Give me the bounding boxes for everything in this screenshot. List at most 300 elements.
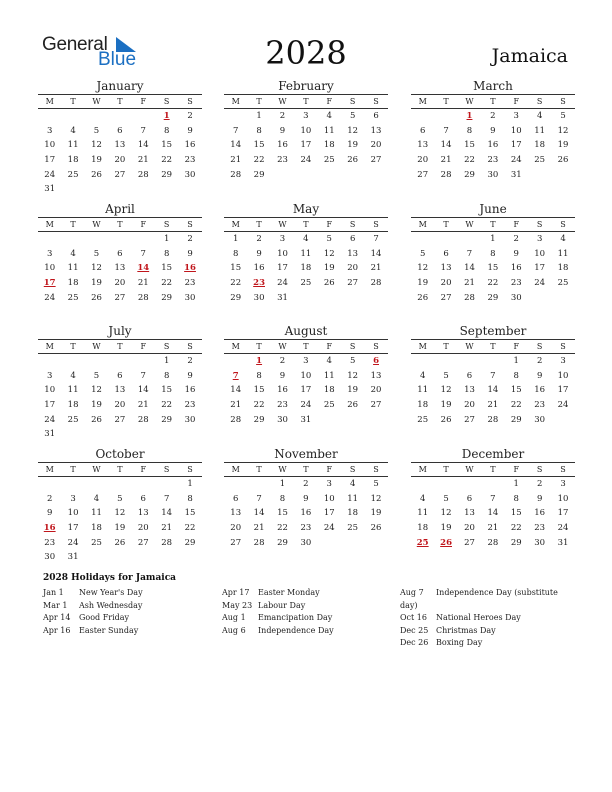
- day-cell: 30: [184, 414, 196, 425]
- day-cell: 2: [536, 356, 543, 366]
- day-cell: [85, 232, 108, 247]
- day-cell: 14: [253, 508, 265, 519]
- weekday-label: W: [92, 220, 101, 229]
- holiday-entry: [222, 625, 392, 638]
- month-january: [38, 78, 202, 197]
- weekday-header: [38, 462, 202, 477]
- day-cell: 24: [277, 278, 288, 289]
- day-cell: 5: [93, 125, 100, 136]
- day-cell: 3: [279, 234, 286, 244]
- day-cell: 4: [93, 493, 100, 504]
- day-cell: 26: [323, 278, 335, 289]
- day-cell: 26: [440, 414, 452, 425]
- day-cell: [551, 291, 574, 306]
- month-may: [224, 201, 388, 305]
- day-cell: 29: [161, 169, 173, 180]
- holiday-day-cell: 6: [373, 356, 379, 366]
- day-cell: 9: [536, 370, 543, 381]
- day-cell: 11: [323, 125, 335, 136]
- day-cell: 8: [279, 493, 286, 504]
- weekday-label: W: [278, 97, 287, 106]
- day-cell: 31: [277, 292, 288, 303]
- weekday-header: [38, 217, 202, 232]
- week-row: [38, 153, 202, 168]
- week-row: [224, 291, 388, 306]
- weekday-header: [224, 339, 388, 354]
- day-cell: 24: [67, 537, 79, 548]
- weekday-label: S: [373, 220, 379, 229]
- day-cell: 27: [370, 155, 382, 166]
- week-row: [224, 124, 388, 139]
- day-cell: 11: [67, 385, 79, 396]
- day-cell: 9: [490, 125, 496, 136]
- week-row: [38, 383, 202, 398]
- weekday-label: S: [349, 342, 356, 351]
- holiday-day-cell: 16: [43, 523, 56, 534]
- day-cell: 22: [510, 400, 522, 411]
- brand-blue-text: Blue: [98, 49, 137, 70]
- day-cell: 29: [510, 537, 522, 548]
- month-name: January: [96, 79, 144, 93]
- weekday-label: S: [163, 465, 170, 474]
- day-cell: 16: [277, 385, 288, 396]
- day-cell: 19: [557, 140, 569, 151]
- day-cell: 13: [114, 263, 126, 274]
- day-cell: 23: [44, 537, 56, 548]
- holiday-name: Ash Wednesday: [79, 600, 143, 610]
- day-cell: 19: [91, 278, 102, 289]
- week-row: [38, 536, 202, 551]
- day-cell: 12: [114, 508, 126, 519]
- day-cell: 15: [510, 385, 522, 396]
- day-cell: 25: [67, 169, 79, 180]
- day-cell: 30: [534, 414, 546, 425]
- day-cell: 10: [534, 248, 546, 259]
- day-cell: 28: [230, 169, 242, 180]
- holiday-date: Aug 6: [222, 625, 246, 635]
- day-cell: [132, 232, 155, 247]
- day-cell: [132, 477, 155, 492]
- day-cell: 10: [557, 370, 569, 381]
- day-cell: [271, 168, 294, 183]
- day-cell: 22: [277, 523, 288, 534]
- day-cell: 24: [557, 400, 569, 411]
- month-name: July: [108, 324, 132, 338]
- week-row: [38, 492, 202, 507]
- day-cell: 12: [347, 370, 359, 381]
- weekday-label: S: [373, 342, 379, 351]
- weekday-label: S: [536, 465, 543, 474]
- day-cell: 12: [347, 125, 359, 136]
- day-cell: 6: [466, 493, 473, 504]
- day-cell: 31: [300, 414, 312, 425]
- week-row: [224, 232, 388, 247]
- weekday-label: F: [326, 97, 333, 106]
- day-cell: 5: [443, 493, 449, 504]
- holiday-name: Emancipation Day: [258, 613, 333, 622]
- month-november: [224, 446, 388, 550]
- week-row: [224, 276, 388, 291]
- day-cell: 9: [513, 248, 519, 259]
- day-cell: 14: [137, 140, 149, 151]
- day-cell: 22: [230, 278, 242, 289]
- weekday-header: [411, 94, 575, 109]
- day-cell: 9: [256, 248, 262, 259]
- weekday-label: M: [231, 465, 240, 474]
- day-cell: 6: [117, 370, 123, 381]
- day-cell: [458, 477, 481, 492]
- day-cell: 29: [253, 169, 265, 180]
- day-cell: 15: [230, 263, 242, 274]
- weekday-label: S: [349, 97, 356, 106]
- day-cell: 21: [370, 263, 382, 274]
- day-cell: 11: [300, 248, 312, 259]
- day-cell: 9: [536, 493, 543, 504]
- weekday-label: S: [536, 220, 543, 229]
- day-cell: 29: [277, 537, 288, 548]
- day-cell: 20: [464, 523, 475, 534]
- holiday-name: Christmas Day: [436, 625, 496, 635]
- day-cell: [364, 413, 387, 428]
- weekday-label: W: [465, 342, 474, 351]
- weekday-label: S: [560, 220, 566, 229]
- day-cell: [132, 427, 155, 442]
- day-cell: 26: [91, 292, 102, 303]
- holiday-date: Mar 1: [43, 600, 68, 610]
- day-cell: 13: [417, 140, 429, 151]
- day-cell: 8: [163, 248, 170, 259]
- day-cell: [108, 477, 131, 492]
- week-row: [38, 354, 202, 369]
- weekday-label: F: [140, 342, 147, 351]
- holiday-day-cell: 1: [466, 111, 473, 121]
- day-cell: 7: [373, 234, 379, 244]
- weekday-label: F: [140, 97, 147, 106]
- day-cell: 21: [464, 278, 475, 289]
- week-row: [38, 291, 202, 306]
- day-cell: 2: [303, 479, 309, 489]
- day-cell: 15: [253, 385, 265, 396]
- holiday-day-cell: 7: [232, 370, 239, 381]
- day-cell: 12: [370, 493, 382, 504]
- month-name: August: [284, 324, 328, 338]
- day-cell: 27: [440, 292, 452, 303]
- month-name: June: [479, 202, 507, 216]
- day-cell: 7: [466, 248, 473, 259]
- month-june: [411, 201, 575, 305]
- day-cell: 21: [230, 155, 242, 166]
- day-cell: 14: [464, 263, 475, 274]
- holiday-date: Oct 16: [400, 613, 427, 622]
- day-cell: 4: [536, 111, 543, 121]
- week-row: [224, 261, 388, 276]
- holiday-entry: [222, 600, 392, 613]
- holiday-name: National Heroes Day: [436, 613, 521, 622]
- day-cell: 20: [440, 278, 452, 289]
- day-cell: [458, 232, 481, 247]
- weekday-header: [224, 217, 388, 232]
- weekday-label: T: [117, 97, 123, 106]
- day-cell: 4: [303, 234, 309, 244]
- month-name: December: [461, 447, 525, 461]
- weekday-label: T: [256, 465, 262, 474]
- day-cell: 4: [326, 356, 332, 366]
- day-cell: 22: [253, 155, 265, 166]
- day-cell: [38, 477, 61, 492]
- week-row: [38, 247, 202, 262]
- day-cell: 23: [534, 523, 546, 534]
- holiday-name: New Year's Day: [79, 588, 143, 597]
- holiday-day-cell: 23: [253, 278, 265, 289]
- day-cell: 24: [300, 400, 312, 411]
- day-cell: 7: [140, 248, 146, 259]
- day-cell: 17: [44, 400, 56, 411]
- day-cell: 26: [114, 537, 126, 548]
- week-row: [38, 124, 202, 139]
- day-cell: 12: [440, 508, 452, 519]
- day-cell: 14: [230, 385, 242, 396]
- day-cell: 14: [487, 508, 499, 519]
- day-cell: 8: [187, 493, 193, 504]
- day-cell: [155, 182, 178, 197]
- month-august: [224, 323, 388, 427]
- day-cell: [411, 232, 434, 247]
- weekday-label: S: [373, 465, 379, 474]
- day-cell: 15: [161, 140, 173, 151]
- weekday-label: M: [418, 465, 427, 474]
- day-cell: 3: [560, 356, 566, 366]
- day-cell: 16: [534, 385, 546, 396]
- day-cell: 31: [557, 537, 569, 548]
- day-cell: 27: [464, 537, 475, 548]
- day-cell: 27: [464, 414, 475, 425]
- weekday-label: T: [303, 97, 309, 106]
- day-cell: 24: [44, 292, 56, 303]
- day-cell: [132, 182, 155, 197]
- day-cell: 5: [443, 370, 449, 381]
- weekday-label: S: [349, 220, 356, 229]
- month-april: [38, 201, 202, 305]
- weekday-label: W: [465, 465, 474, 474]
- holiday-entry: [222, 587, 392, 600]
- weekday-label: S: [536, 97, 543, 106]
- day-cell: 21: [137, 155, 149, 166]
- week-row: [224, 477, 388, 492]
- day-cell: [132, 109, 155, 124]
- day-cell: [341, 536, 364, 551]
- day-cell: 21: [137, 400, 149, 411]
- day-cell: 21: [487, 523, 499, 534]
- holiday-entry: [222, 612, 392, 625]
- weekday-label: F: [513, 465, 520, 474]
- weekday-header: [411, 339, 575, 354]
- holiday-day-cell: 25: [416, 537, 429, 548]
- day-cell: 21: [137, 278, 149, 289]
- day-cell: 4: [70, 125, 76, 136]
- holiday-day-cell: 1: [256, 356, 263, 366]
- calendar-year: 2028: [265, 34, 347, 72]
- day-cell: 11: [323, 370, 335, 381]
- day-cell: 30: [277, 414, 288, 425]
- weekday-label: S: [560, 465, 566, 474]
- day-cell: 25: [347, 523, 359, 534]
- day-cell: [132, 550, 155, 565]
- day-cell: 1: [513, 356, 519, 366]
- day-cell: [318, 413, 341, 428]
- day-cell: 7: [140, 125, 146, 136]
- day-cell: 26: [557, 155, 569, 166]
- week-row: [411, 109, 575, 124]
- week-row: [224, 536, 388, 551]
- day-cell: 14: [230, 140, 242, 151]
- day-cell: 5: [349, 356, 356, 366]
- day-cell: 19: [370, 508, 382, 519]
- day-cell: [411, 477, 434, 492]
- day-cell: 17: [277, 263, 288, 274]
- day-cell: 12: [417, 263, 429, 274]
- day-cell: 3: [326, 479, 332, 489]
- day-cell: 25: [91, 537, 102, 548]
- day-cell: 18: [323, 385, 335, 396]
- day-cell: 13: [370, 125, 382, 136]
- day-cell: 28: [370, 278, 382, 289]
- day-cell: 16: [277, 140, 288, 151]
- holiday-entry: [400, 612, 570, 625]
- day-cell: 27: [417, 169, 429, 180]
- day-cell: 8: [163, 370, 170, 381]
- day-cell: 3: [303, 111, 309, 121]
- day-cell: 26: [347, 155, 359, 166]
- day-cell: 1: [163, 356, 170, 366]
- day-cell: 5: [117, 493, 123, 504]
- holiday-name: Easter Sunday: [79, 625, 139, 635]
- day-cell: 19: [347, 140, 359, 151]
- week-row: [224, 109, 388, 124]
- day-cell: 6: [443, 248, 449, 259]
- weekday-label: T: [490, 97, 496, 106]
- holiday-name: Good Friday: [79, 613, 130, 622]
- day-cell: [155, 477, 178, 492]
- day-cell: [551, 168, 574, 183]
- holidays-title: 2028 Holidays for Jamaica: [43, 573, 177, 583]
- weekday-label: T: [70, 465, 76, 474]
- week-row: [411, 276, 575, 291]
- weekday-label: S: [187, 465, 193, 474]
- day-cell: [434, 477, 457, 492]
- day-cell: 12: [91, 140, 102, 151]
- day-cell: 8: [256, 370, 262, 381]
- day-cell: 10: [510, 125, 522, 136]
- day-cell: 28: [137, 414, 149, 425]
- day-cell: 6: [419, 125, 426, 136]
- week-row: [38, 138, 202, 153]
- day-cell: 13: [464, 508, 475, 519]
- holiday-name: Independence Day: [258, 625, 334, 635]
- day-cell: 9: [303, 493, 309, 504]
- weekday-label: T: [256, 220, 262, 229]
- weekday-header: [38, 339, 202, 354]
- day-cell: 27: [114, 169, 126, 180]
- day-cell: 2: [256, 234, 262, 244]
- holiday-entry: [43, 625, 213, 638]
- day-cell: 15: [161, 385, 173, 396]
- day-cell: 29: [184, 537, 196, 548]
- weekday-label: W: [465, 97, 474, 106]
- week-row: [411, 398, 575, 413]
- day-cell: [38, 232, 61, 247]
- week-row: [224, 153, 388, 168]
- holiday-date: Jan 1: [43, 588, 64, 597]
- day-cell: [61, 427, 84, 442]
- day-cell: [294, 291, 317, 306]
- day-cell: 25: [67, 292, 79, 303]
- day-cell: 29: [253, 414, 265, 425]
- weekday-label: W: [278, 342, 287, 351]
- day-cell: [528, 291, 551, 306]
- month-september: [411, 323, 575, 427]
- day-cell: 17: [44, 155, 56, 166]
- day-cell: 17: [510, 140, 522, 151]
- day-cell: 6: [232, 493, 239, 504]
- holiday-entry: [43, 587, 213, 600]
- day-cell: [61, 109, 84, 124]
- brand-general-text: General: [42, 34, 108, 55]
- day-cell: [434, 109, 457, 124]
- week-row: [224, 413, 388, 428]
- week-row: [38, 521, 202, 536]
- day-cell: 10: [323, 493, 335, 504]
- day-cell: 22: [161, 400, 173, 411]
- day-cell: 24: [534, 278, 546, 289]
- day-cell: [341, 168, 364, 183]
- weekday-label: F: [513, 97, 520, 106]
- day-cell: 17: [534, 263, 546, 274]
- day-cell: 30: [44, 552, 56, 563]
- weekday-label: S: [163, 97, 170, 106]
- day-cell: 11: [417, 385, 429, 396]
- day-cell: 16: [184, 385, 196, 396]
- day-cell: 27: [370, 400, 382, 411]
- day-cell: 10: [67, 508, 79, 519]
- weekday-label: W: [92, 465, 101, 474]
- weekday-label: T: [303, 342, 309, 351]
- day-cell: 10: [44, 140, 56, 151]
- week-row: [38, 550, 202, 565]
- day-cell: 15: [487, 263, 499, 274]
- day-cell: 11: [67, 140, 79, 151]
- day-cell: 24: [44, 169, 56, 180]
- day-cell: 22: [253, 400, 265, 411]
- day-cell: 27: [114, 414, 126, 425]
- week-row: [411, 232, 575, 247]
- day-cell: 17: [557, 508, 569, 519]
- day-cell: 12: [91, 385, 102, 396]
- day-cell: 20: [347, 263, 359, 274]
- week-row: [224, 369, 388, 384]
- weekday-label: M: [45, 220, 54, 229]
- day-cell: 30: [300, 537, 312, 548]
- holiday-column: [222, 587, 392, 637]
- weekday-label: T: [70, 342, 76, 351]
- day-cell: 9: [187, 125, 193, 136]
- day-cell: [85, 477, 108, 492]
- day-cell: 8: [163, 125, 170, 136]
- day-cell: 10: [277, 248, 288, 259]
- day-cell: 22: [510, 523, 522, 534]
- day-cell: 8: [490, 248, 496, 259]
- day-cell: 4: [349, 479, 356, 489]
- weekday-label: F: [140, 220, 147, 229]
